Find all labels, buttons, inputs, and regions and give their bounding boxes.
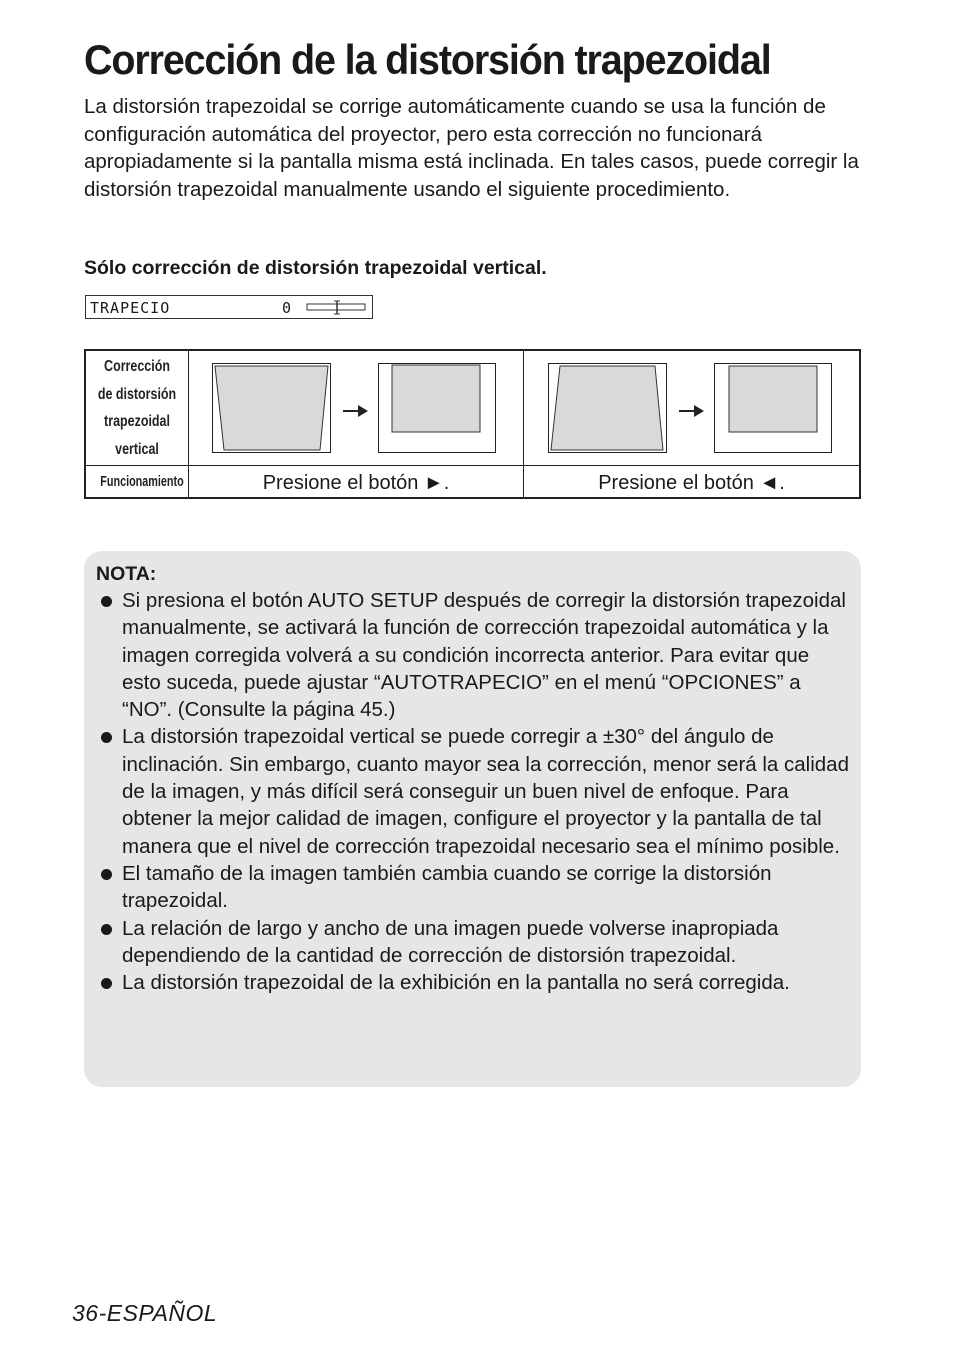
note-item: El tamaño de la imagen también cambia cuando se corrige la distorsión trapezoidal. — [96, 860, 851, 915]
bullet-icon — [101, 596, 112, 607]
osd-label: TRAPECIO — [90, 299, 171, 317]
table-header-label: Corrección de distorsión trapezoidal vertical — [97, 358, 177, 458]
note-box — [84, 551, 861, 1087]
bullet-icon — [101, 732, 112, 743]
note-list — [96, 587, 851, 996]
footer-language: ESPAÑOL — [106, 1300, 218, 1326]
note-item: La distorsión trapezoidal vertical se puede corregir a ±30° del ángulo de inclinación. Sin embargo, cuanto mayor sea la corrección, menor será la calidad de la imagen, y más difícil será conseguir un buen nivel de enfoque. Para obtener la mejor calidad de imagen, configure el proyector y la pantalla de tal manera que el nivel de corrección trapezoidal necesario sea el mínimo posible. — [96, 723, 851, 859]
note-item: La distorsión trapezoidal de la exhibición en la pantalla no será corregida. — [96, 969, 851, 996]
operation-left-button: Presione el botón ◄. — [598, 472, 785, 494]
page-footer — [72, 1300, 217, 1327]
note-title: NOTA: — [96, 563, 157, 585]
operation-label: Funcionamiento — [100, 473, 184, 490]
bullet-icon — [101, 978, 112, 989]
page-number: 36- — [72, 1300, 107, 1326]
keystone-osd-bar — [85, 295, 373, 319]
keystone-diagram-bottom-wide — [548, 363, 833, 455]
intro-paragraph: La distorsión trapezoidal se corrige automáticamente cuando se usa la función de configuración automática del proyector, pero esta corrección no funcionará apropiadamente si la pantalla misma está inclinada. En tales casos, puede corregir la distorsión trapezoidal manualmente usando el siguiente procedimiento. — [84, 95, 859, 201]
note-item: Si presiona el botón AUTO SETUP después de corregir la distorsión trapezoidal manualmente, se activará la función de corrección trapezoidal automática y la imagen corregida volverá a su condición incorrecta anterior. Para evitar que esto suceda, puede ajustar “AUTOTRAPECIO” en el menú “OPCIONES” a “NO”. (Consulte la página 45.) — [96, 587, 851, 723]
operation-right-button: Presione el botón ►. — [262, 472, 450, 494]
bullet-icon — [101, 924, 112, 935]
note-item: La relación de largo y ancho de una imagen puede volverse inapropiada dependiendo de la cantidad de corrección de distorsión trapezoidal. — [96, 915, 851, 970]
bullet-icon — [101, 869, 112, 880]
osd-value: 0 — [282, 299, 293, 317]
page-title: Corrección de la distorsión trapezoidal — [84, 36, 771, 83]
section-subheading: Sólo corrección de distorsión trapezoidal vertical. — [84, 257, 547, 279]
keystone-correction-table — [84, 349, 861, 499]
osd-slider-icon — [306, 300, 368, 316]
keystone-diagram-top-wide — [212, 363, 497, 455]
